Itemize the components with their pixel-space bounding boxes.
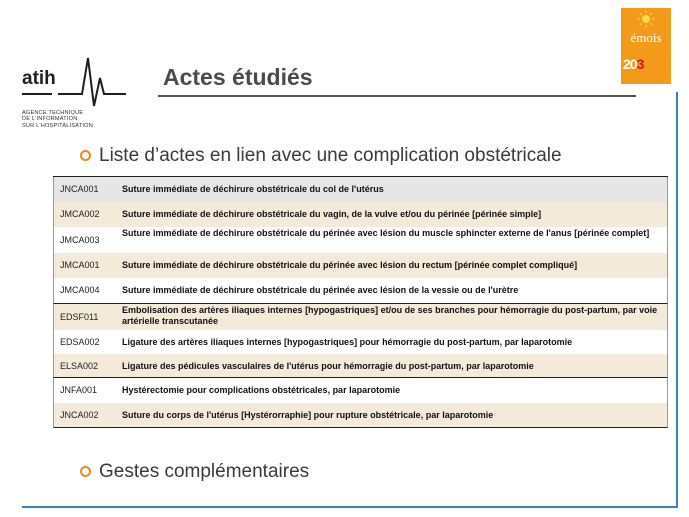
atih-logo-word: atih xyxy=(22,68,56,89)
right-frame-line xyxy=(676,92,678,507)
act-code: JNFA001 xyxy=(60,385,98,395)
table-row xyxy=(53,304,668,330)
act-label: Suture immédiate de déchirure obstétricale du périnée avec lésion de la vessie ou de l'urètre xyxy=(122,285,519,295)
table-row xyxy=(53,354,668,378)
bullet-heading-gestes: Gestes complémentaires xyxy=(99,461,310,482)
table-row xyxy=(53,177,668,202)
atih-logo-underline xyxy=(22,93,52,95)
sun-icon xyxy=(621,8,671,28)
table-row xyxy=(53,278,668,304)
bullet-heading-list: Liste d’actes en lien avec une complication obstétricale xyxy=(99,145,562,166)
act-code: EDSF011 xyxy=(60,312,99,322)
emois-logo-word: émois xyxy=(630,30,662,45)
table-row xyxy=(53,227,668,253)
act-code: JNCA002 xyxy=(60,410,99,420)
slide-title: Actes étudiés xyxy=(163,64,313,90)
emois-logo xyxy=(621,8,671,84)
atih-logo-subtitle: AGENCE TECHNIQUE DE L'INFORMATION SUR L'HOSPITALISATION xyxy=(22,110,93,129)
act-label: Suture immédiate de déchirure obstétricale du col de l'utérus xyxy=(122,184,384,194)
atih-logo xyxy=(18,48,128,134)
act-label: Ligature des artères iliaques internes [hypogastriques] pour hémorragie du post-partum, par laparotomie xyxy=(122,337,573,347)
bottom-frame-line xyxy=(22,506,678,508)
act-label: Suture immédiate de déchirure obstétricale du vagin, de la vulve et/ou du périnée [périnée simple] xyxy=(122,209,542,219)
act-code: JMCA001 xyxy=(60,260,100,270)
acts-table xyxy=(53,176,668,428)
act-label: Embolisation des artères iliaques internes [hypogastriques] et/ou de ses branches pour hémorragie du post-partum, par voie artérielle transcutanée xyxy=(122,305,658,326)
table-row xyxy=(53,378,668,403)
act-label: Ligature des pédicules vasculaires de l'utérus pour hémorragie du post-partum, par laparotomie xyxy=(122,361,534,371)
bullet-ring-icon xyxy=(80,150,91,161)
emois-logo-year: 203 xyxy=(623,56,644,72)
act-code: JMCA002 xyxy=(60,209,100,219)
act-label: Suture immédiate de déchirure obstétricale du périnée avec lésion du rectum [périnée complet compliqué] xyxy=(122,260,578,270)
title-underline xyxy=(158,95,636,97)
table-row xyxy=(53,403,668,428)
act-code: JNCA001 xyxy=(60,184,99,194)
act-code: JMCA003 xyxy=(60,235,100,245)
bullet-ring-icon xyxy=(80,466,91,477)
act-label: Suture du corps de l'utérus [Hystérorraphie] pour rupture obstétricale, par laparotomie xyxy=(122,410,494,420)
act-code: ELSA002 xyxy=(60,361,99,371)
table-row xyxy=(53,253,668,278)
act-label: Hystérectomie pour complications obstétricales, par laparotomie xyxy=(122,385,401,395)
act-code: EDSA002 xyxy=(60,337,100,347)
table-row xyxy=(53,202,668,227)
act-label: Suture immédiate de déchirure obstétricale du périnée avec lésion du muscle sphincter externe de l'anus [périnée complet] xyxy=(122,228,650,238)
act-code: JMCA004 xyxy=(60,285,100,295)
table-row xyxy=(53,330,668,354)
